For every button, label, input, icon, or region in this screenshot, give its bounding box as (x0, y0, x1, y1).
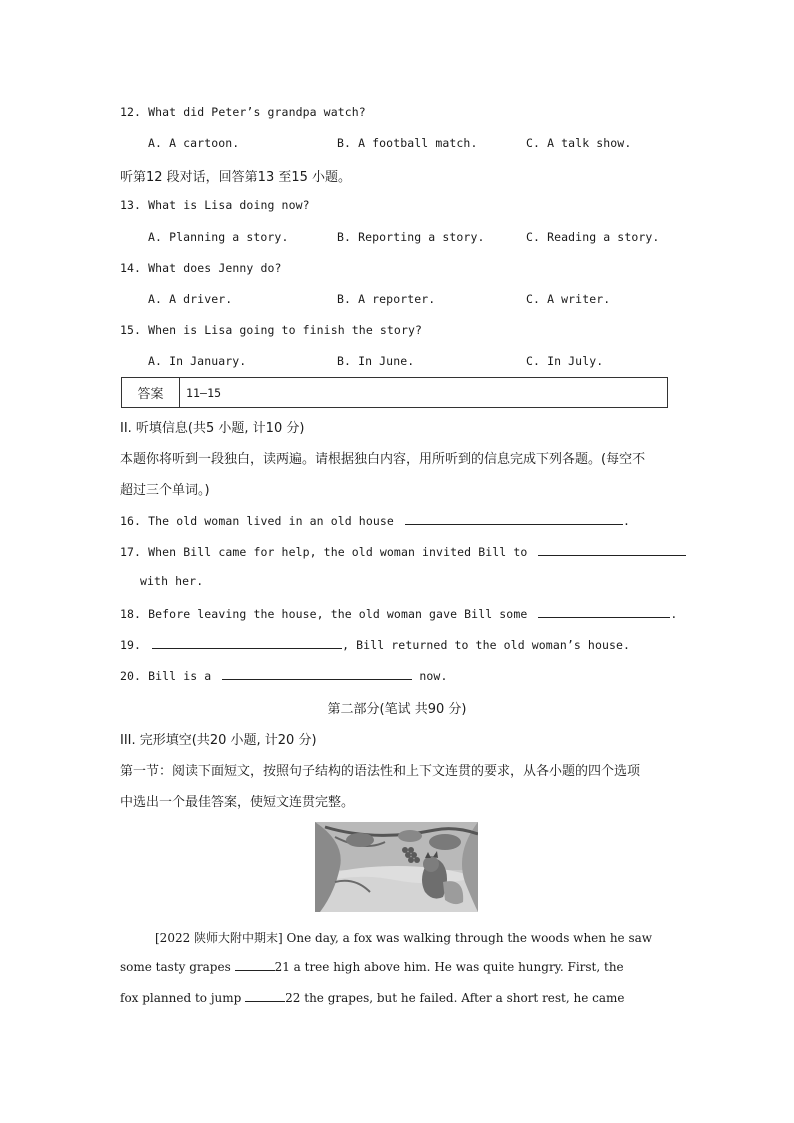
q16-text: 16. The old woman lived in an old house (120, 514, 394, 528)
q18-answer-blank[interactable] (538, 605, 670, 618)
q18-text: 18. Before leaving the house, the old woman gave Bill some (120, 607, 528, 621)
section-2-instruction-line-1: 本题你将听到一段独白，读两遍。请根据独白内容，用所听到的信息完成下列各题。(每空不 (120, 452, 646, 467)
passage-line-2 (120, 960, 674, 974)
blank-22[interactable] (245, 991, 285, 1002)
q16-end: . (622, 514, 630, 528)
q12-option-b: B. A football match. (337, 136, 478, 150)
listening-instruction-12: 听第12 段对话，回答第13 至15 小题。 (120, 170, 352, 185)
q14-option-a: A. A driver. (148, 292, 233, 306)
answer-box (121, 377, 668, 408)
passage-line-2-end: 21 a tree high above him. He was quite hungry. First, the (274, 960, 624, 974)
fill-question-16 (120, 512, 630, 528)
question-15: 15. When is Lisa going to finish the story? (120, 323, 423, 337)
q17-text: 17. When Bill came for help, the old woman invited Bill to (120, 545, 528, 559)
passage-line-1: [2022 陕师大附中期末] One day, a fox was walking through the woods when he saw (155, 931, 653, 945)
q13-option-b: B. Reporting a story. (337, 230, 485, 244)
section-3-heading: III. 完形填空(共20 小题, 计20 分) (120, 733, 317, 748)
passage-line-3 (120, 991, 674, 1005)
fill-question-20 (120, 667, 447, 683)
question-14: 14. What does Jenny do? (120, 261, 282, 275)
passage-line-3-end: 22 the grapes, but he failed. After a short rest, he came (285, 991, 625, 1005)
fill-question-19 (120, 636, 630, 652)
passage-line-2-start: some tasty grapes (120, 960, 235, 974)
blank-21[interactable] (235, 960, 275, 971)
q20-end: now. (419, 669, 448, 683)
section-2-heading: II. 听填信息(共5 小题, 计10 分) (120, 421, 305, 436)
q17-continuation: with her. (140, 574, 204, 588)
q20-answer-blank[interactable] (222, 667, 412, 680)
section-3-instruction-line-2: 中选出一个最佳答案，使短文连贯完整。 (120, 795, 355, 810)
question-13: 13. What is Lisa doing now? (120, 198, 310, 212)
q19-text: , Bill returned to the old woman’s house. (342, 638, 631, 652)
q15-option-b: B. In June. (337, 354, 415, 368)
q17-answer-blank[interactable] (538, 543, 686, 556)
q12-option-c: C. A talk show. (526, 136, 632, 150)
q14-option-b: B. A reporter. (337, 292, 436, 306)
q12-option-a: A. A cartoon. (148, 136, 240, 150)
part-2-title: 第二部分(笔试 共90 分) (327, 702, 467, 717)
q19-number: 19. (120, 638, 142, 652)
fox-and-grapes-illustration (315, 822, 478, 912)
q13-option-a: A. Planning a story. (148, 230, 289, 244)
fill-question-18 (120, 605, 677, 621)
answer-box-value: 11—15 (186, 385, 222, 400)
q13-option-c: C. Reading a story. (526, 230, 660, 244)
section-2-instruction-line-2: 超过三个单词。) (120, 483, 210, 498)
q19-answer-blank[interactable] (152, 636, 342, 649)
passage-line-3-start: fox planned to jump (120, 991, 246, 1005)
q15-option-a: A. In January. (148, 354, 247, 368)
q14-option-c: C. A writer. (526, 292, 611, 306)
q15-option-c: C. In July. (526, 354, 604, 368)
q20-text: 20. Bill is a (120, 669, 212, 683)
fill-question-17 (120, 543, 686, 559)
section-3-instruction-line-1: 第一节：阅读下面短文，按照句子结构的语法性和上下文连贯的要求，从各小题的四个选项 (120, 764, 641, 779)
q16-answer-blank[interactable] (405, 512, 623, 525)
q18-end: . (670, 607, 678, 621)
question-12: 12. What did Peter’s grandpa watch? (120, 105, 366, 119)
answer-box-label: 答案 (122, 378, 180, 407)
